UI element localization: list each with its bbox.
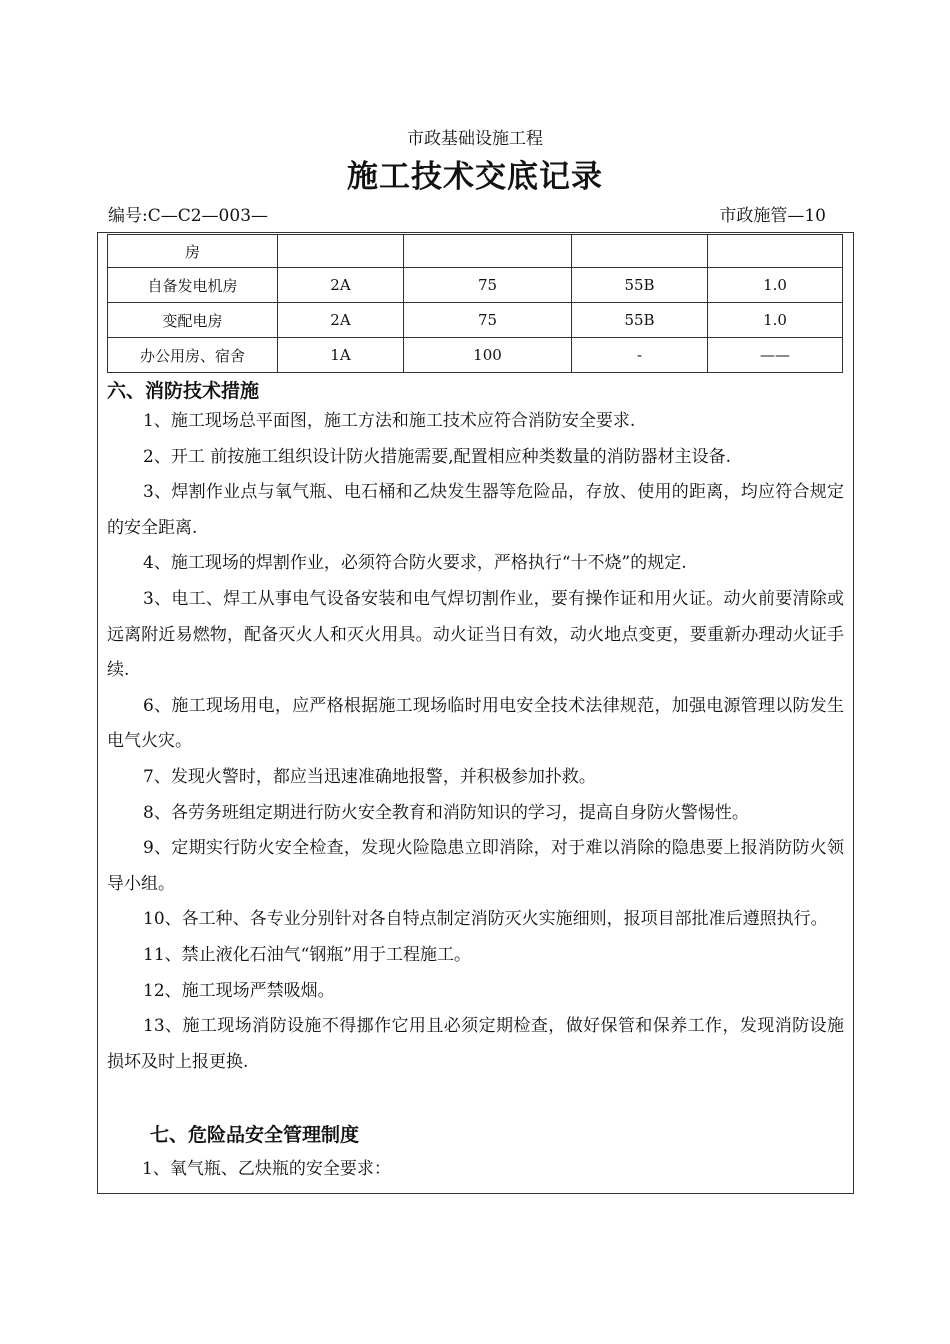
table-cell: [708, 235, 843, 268]
table-cell: 1.0: [708, 268, 843, 303]
document-subtitle: 市政基础设施工程: [407, 129, 543, 149]
table-row: [108, 303, 843, 338]
paragraph: 8、各劳务班组定期进行防火安全教育和消防知识的学习，提高自身防火警惕性。: [143, 802, 749, 823]
fire-equipment-table: [107, 234, 843, 373]
document-title: 施工技术交底记录: [347, 159, 603, 195]
table-cell: [404, 235, 572, 268]
table-cell: 2A: [278, 303, 404, 338]
table-cell: 75: [404, 268, 572, 303]
section-7-item-1: 1、氧气瓶、乙炔瓶的安全要求：: [142, 1159, 391, 1179]
section-6-body: [107, 404, 844, 1080]
table-row: [108, 268, 843, 303]
paragraph: 3、电工、焊工从事电气设备安装和电气焊切割作业，要有操作证和用火证。动火前要清除或远离附近易燃物，配备灭火人和灭火用具。动火证当日有效，动火地点变更，要重新办理动火证手续.: [107, 588, 844, 681]
table-cell: 房: [108, 235, 278, 268]
table-cell: ——: [708, 338, 843, 373]
table-row: [108, 235, 843, 268]
table-cell: 2A: [278, 268, 404, 303]
paragraph: 11、禁止液化石油气“钢瓶”用于工程施工。: [143, 944, 472, 965]
table-cell: [572, 235, 708, 268]
paragraph: 4、施工现场的焊割作业，必须符合防火要求，严格执行“十不烧”的规定.: [143, 553, 687, 574]
paragraph: 7、发现火警时，都应当迅速准确地报警，并积极参加扑救。: [143, 766, 596, 787]
section-7-heading: 七、危险品安全管理制度: [150, 1124, 360, 1146]
table-row: [108, 338, 843, 373]
table-cell: 变配电房: [108, 303, 278, 338]
table-cell: 55B: [572, 268, 708, 303]
form-code: 市政施管—10: [719, 206, 826, 226]
table-cell: [278, 235, 404, 268]
table-cell: -: [572, 338, 708, 373]
paragraph: 1、施工现场总平面图，施工方法和施工技术应符合消防安全要求.: [143, 411, 636, 431]
paragraph: 6、施工现场用电，应严格根据施工现场临时用电安全技术法律规范，加强电源管理以防发生电气火灾。: [107, 695, 844, 752]
table-cell: 办公用房、宿舍: [108, 338, 278, 373]
paragraph: 9、定期实行防火安全检查，发现火险隐患立即消除，对于难以消除的隐患要上报消防防火领导小组。: [107, 838, 844, 894]
paragraph: 13、施工现场消防设施不得挪作它用且必须定期检查，做好保管和保养工作，发现消防设施损坏及时上报更换.: [107, 1016, 844, 1072]
table-cell: 100: [404, 338, 572, 373]
paragraph: 2、开工 前按施工组织设计防火措施需要,配置相应种类数量的消防器材主设备.: [143, 446, 732, 467]
paragraph: 12、施工现场严禁吸烟。: [143, 980, 335, 1001]
table-cell: 55B: [572, 303, 708, 338]
table-cell: 1.0: [708, 303, 843, 338]
section-6-heading: 六、消防技术措施: [107, 380, 260, 402]
paragraph: 3、焊割作业点与氧气瓶、电石桶和乙炔发生器等危险品，存放、使用的距离，均应符合规定的安全距离.: [107, 482, 844, 538]
paragraph: 10、各工种、各专业分别针对各自特点制定消防灭火实施细则，报项目部批准后遵照执行。: [143, 909, 828, 930]
table-cell: 1A: [278, 338, 404, 373]
table-cell: 自备发电机房: [108, 268, 278, 303]
record-number: 编号:C—C2—003—: [108, 206, 269, 226]
table-cell: 75: [404, 303, 572, 338]
